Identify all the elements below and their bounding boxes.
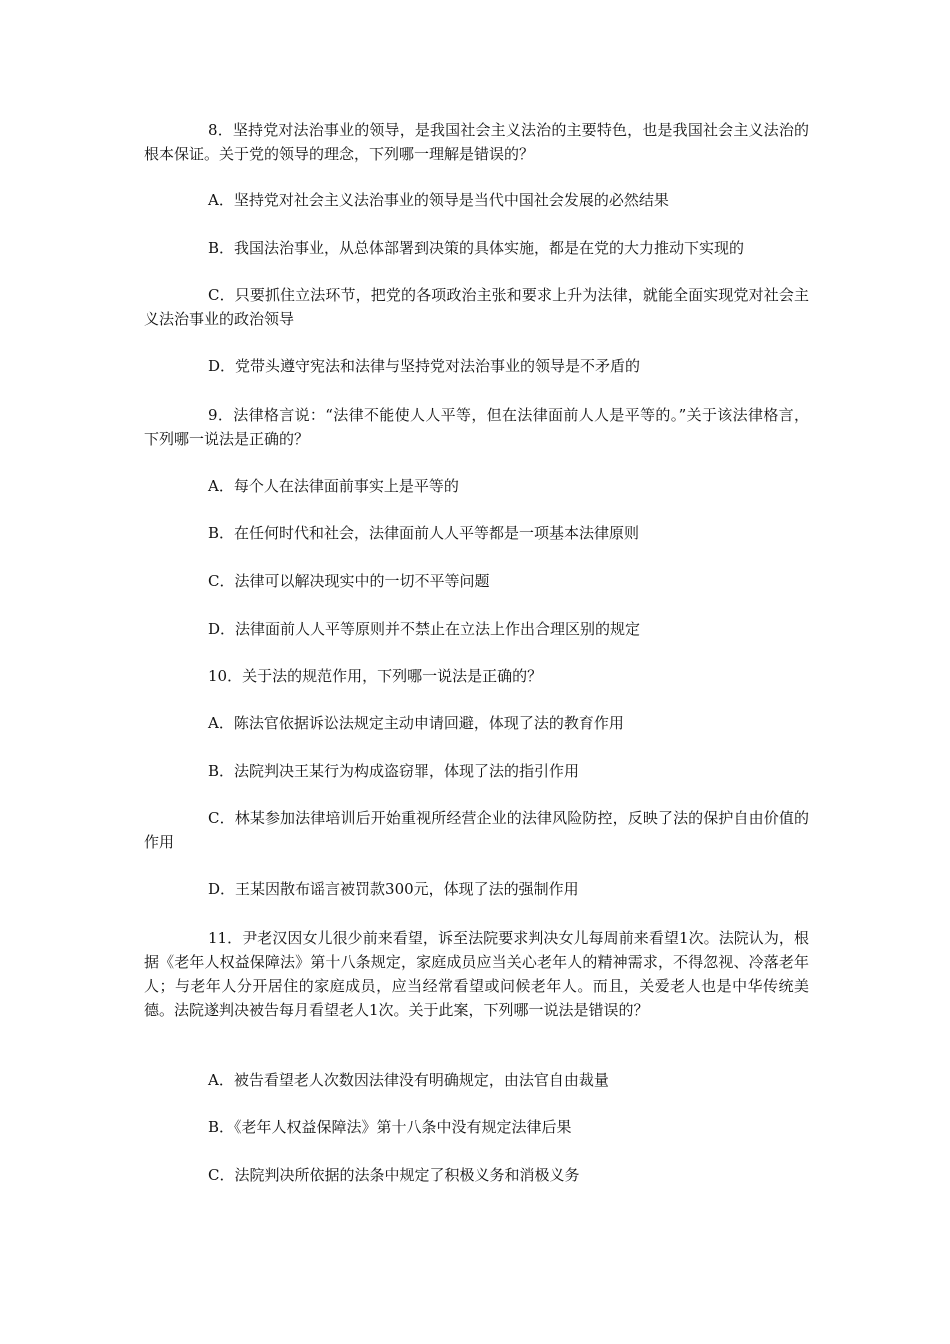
question-9-option-d: D．法律面前人人平等原则并不禁止在立法上作出合理区别的规定	[208, 620, 641, 638]
question-11-stem: 11．尹老汉因女儿很少前来看望，诉至法院要求判决女儿每周前来看望1次。法院认为，根据《老年人权益保障法》第十八条规定，家庭成员应当关心老年人的精神需求，不得忽视、冷落老年人；与老年人分开居住的家庭成员，应当经常看望或问候老年人。而且，关爱老人也是中华传统美德。法院遂判决被告每月看望老人1次。关于此案，下列哪一说法是错误的？	[144, 929, 809, 1019]
question-8-option-a: A．坚持党对社会主义法治事业的领导是当代中国社会发展的必然结果	[208, 191, 669, 209]
question-11-option-c: C．法院判决所依据的法条中规定了积极义务和消极义务	[208, 1166, 580, 1184]
question-10-stem: 10．关于法的规范作用，下列哪一说法是正确的？	[208, 667, 543, 685]
question-11-option-a: A．被告看望老人次数因法律没有明确规定，由法官自由裁量	[208, 1071, 609, 1089]
question-8-option-b: B．我国法治事业，从总体部署到决策的具体实施，都是在党的大力推动下实现的	[208, 239, 745, 257]
question-10-option-d: D．王某因散布谣言被罚款300元，体现了法的强制作用	[208, 880, 579, 898]
question-10-option-c: C．林某参加法律培训后开始重视所经营企业的法律风险防控，反映了法的保护自由价值的作用	[144, 809, 809, 851]
question-8-option-c: C．只要抓住立法环节，把党的各项政治主张和要求上升为法律，就能全面实现党对社会主义法治事业的政治领导	[144, 286, 809, 328]
question-11-option-b: B．《老年人权益保障法》第十八条中没有规定法律后果	[208, 1118, 572, 1136]
question-9-option-b: B．在任何时代和社会，法律面前人人平等都是一项基本法律原则	[208, 524, 640, 542]
question-9-option-a: A．每个人在法律面前事实上是平等的	[208, 477, 459, 495]
question-8-option-d: D．党带头遵守宪法和法律与坚持党对法治事业的领导是不矛盾的	[208, 357, 641, 375]
question-10-option-a: A．陈法官依据诉讼法规定主动申请回避，体现了法的教育作用	[208, 714, 624, 732]
question-10-option-b: B．法院判决王某行为构成盗窃罪，体现了法的指引作用	[208, 762, 580, 780]
question-8-stem: 8．坚持党对法治事业的领导，是我国社会主义法治的主要特色，也是我国社会主义法治的根本保证。关于党的领导的理念，下列哪一理解是错误的？	[144, 121, 809, 163]
question-9-option-c: C．法律可以解决现实中的一切不平等问题	[208, 572, 490, 590]
question-9-stem: 9．法律格言说：“法律不能使人人平等，但在法律面前人人是平等的。”关于该法律格言，下列哪一说法是正确的？	[144, 406, 809, 448]
